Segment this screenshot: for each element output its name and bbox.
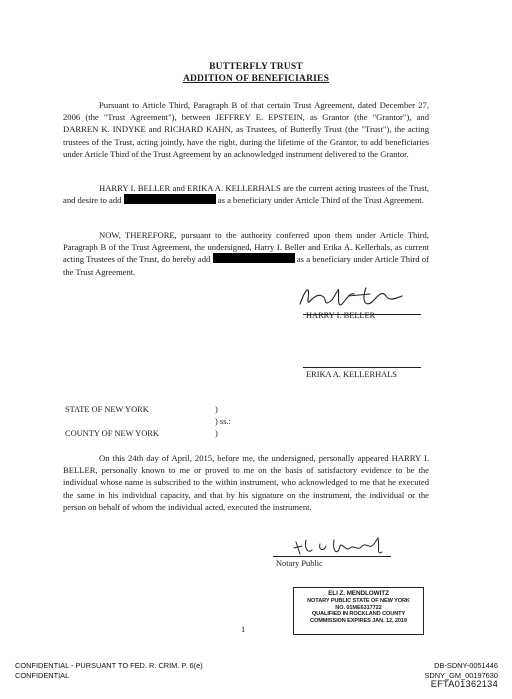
signature-harry-beller (292, 282, 412, 314)
document-title: BUTTERFLY TRUST (209, 62, 303, 72)
notary-label: Notary Public (276, 559, 323, 568)
venue-ss: ) ss.: (215, 417, 231, 426)
document-subtitle: ADDITION OF BENEFICIARIES (182, 74, 330, 84)
notary-stamp (293, 587, 424, 635)
footer-bates-efta: EFTA01362134 (430, 679, 498, 690)
redaction-block (213, 253, 295, 263)
footer-bates-sdny: SDNY_GM_00197630 (424, 670, 498, 680)
venue-paren-1: ) (215, 405, 218, 414)
signer-2-name: ERIKA A. KELLERHALS (306, 370, 397, 379)
stamp-line-3: NO. 01ME6317722 (335, 604, 382, 611)
venue-paren-2: ) (215, 429, 218, 438)
notary-signature-line (273, 556, 391, 557)
paragraph-4 (63, 452, 429, 513)
page-number: 1 (241, 625, 246, 634)
footer-left (15, 661, 203, 680)
paragraph-2-text-b: as a beneficiary under Article Third of the Trust Agreement. (217, 195, 424, 206)
paragraph-3-text-b: as a beneficiary under Article Third of the Trust Agreement. (63, 254, 430, 277)
paragraph-2-text-a: HARRY I. BELLER and ERIKA A. KELLERHALS are the current acting trustees of the Trust, and desire to add (63, 183, 429, 206)
stamp-line-5: COMMISSION EXPIRES JAN. 12, 2019 (310, 618, 407, 625)
paragraph-4-text: On this 24th day of April, 2015, before me, the undersigned, personally appeared HARRY I. BELLER, personally known to me or proved to me on the basis of satisfactory evidence to be the individual whose name is subscribed to the within instrument, who acknowledged to me that he executed the same in his individual capacity, and that by his signature on the instrument, the individual or the person on behalf of whom the individual acted, executed the instrument. (63, 453, 429, 512)
redaction-block (124, 194, 216, 204)
stamp-line-1: ELI Z. MENDLOWITZ (328, 590, 389, 597)
stamp-line-4: QUALIFIED IN ROCKLAND COUNTY (311, 611, 406, 618)
signature-line-2 (303, 367, 421, 368)
stamp-line-2: NOTARY PUBLIC STATE OF NEW YORK (307, 597, 410, 604)
footer-confidential: CONFIDENTIAL (15, 670, 70, 680)
paragraph-3 (63, 229, 429, 278)
paragraph-2 (63, 182, 429, 206)
paragraph-3-text-a: NOW, THEREFORE, pursuant to the authority conferred upon them under Article Third, Paragraph B of the Trust Agreement, the undersigned, Harry I. Beller and Erika A. Kellerhals, as current acting Trustees of the Trust, do hereby add (63, 230, 429, 265)
footer-bates-db: DB-SDNY-0051446 (434, 661, 498, 670)
venue-state: STATE OF NEW YORK (65, 405, 149, 414)
venue-county: COUNTY OF NEW YORK (65, 429, 159, 438)
signer-1-name: HARRY I. BELLER (306, 311, 376, 320)
paragraph-1-text: Pursuant to Article Third, Paragraph B of that certain Trust Agreement, dated December 27, 2006 (the "Trust Agreement"), between JEFFREY E. EPSTEIN, as Grantor (the "Grantor"), and DARREN K. INDYKE and RICHARD KAHN, as Trustees, of Butterfly Trust (the "Trust"), the acting trustees of the Trust, acting jointly, have the right, during the lifetime of the Grantor, to add beneficiaries under Article Third of the Trust Agreement by an acknowledged instrument delivered to the Grantor. (63, 100, 429, 159)
footer-right (424, 661, 498, 690)
paragraph-1 (63, 99, 429, 160)
footer-confidential-notice: CONFIDENTIAL - PURSUANT TO FED. R. CRIM. P. 6(e) (15, 661, 203, 670)
